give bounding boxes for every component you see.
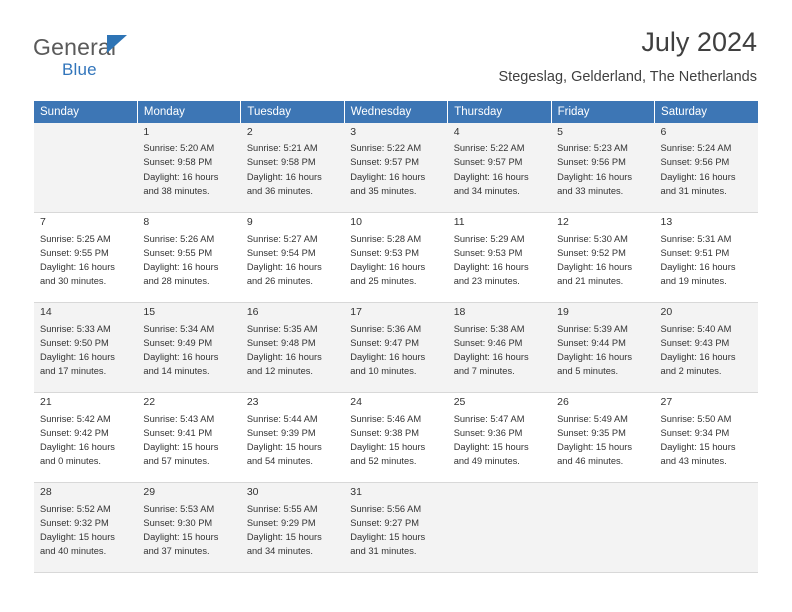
sunrise-text: Sunrise: 5:24 AM xyxy=(660,143,732,154)
calendar-day-cell[interactable] xyxy=(655,123,758,213)
page-title: July 2024 xyxy=(641,27,757,57)
day-number: 15 xyxy=(143,306,156,319)
daylight-text: and 12 minutes. xyxy=(246,366,313,377)
daylight-text: Daylight: 16 hours xyxy=(350,171,426,182)
calendar-day-cell[interactable] xyxy=(241,483,344,573)
sunset-text: Sunset: 9:51 PM xyxy=(660,247,730,258)
column-header-tuesday: Tuesday xyxy=(241,101,344,123)
daylight-text: and 52 minutes. xyxy=(350,456,417,467)
sunrise-text: Sunrise: 5:36 AM xyxy=(350,323,422,334)
sunset-text: Sunset: 9:56 PM xyxy=(557,157,626,168)
sunset-text: Sunset: 9:52 PM xyxy=(557,247,626,258)
sunrise-text: Sunrise: 5:47 AM xyxy=(453,413,525,424)
logo-general-text: General xyxy=(33,34,117,60)
daylight-text: and 17 minutes. xyxy=(40,366,107,377)
sunrise-text: Sunrise: 5:39 AM xyxy=(557,323,628,334)
sunrise-text: Sunrise: 5:44 AM xyxy=(246,413,318,424)
daylight-text: and 34 minutes. xyxy=(246,546,313,557)
day-number: 14 xyxy=(40,306,52,319)
calendar-day-cell[interactable] xyxy=(551,393,654,483)
sunset-text: Sunset: 9:53 PM xyxy=(350,247,419,258)
calendar-day-cell[interactable] xyxy=(34,393,137,483)
sunrise-text: Sunrise: 5:56 AM xyxy=(350,503,422,514)
calendar-empty-cell xyxy=(448,483,551,573)
calendar-day-cell[interactable] xyxy=(344,123,447,213)
calendar-day-cell[interactable] xyxy=(448,393,551,483)
calendar-empty-cell xyxy=(551,483,654,573)
sunset-text: Sunset: 9:38 PM xyxy=(350,427,419,438)
sunrise-text: Sunrise: 5:25 AM xyxy=(40,233,111,244)
sunset-text: Sunset: 9:47 PM xyxy=(350,337,419,348)
sunrise-text: Sunrise: 5:33 AM xyxy=(40,323,111,334)
calendar-week-row xyxy=(34,213,758,303)
daylight-text: Daylight: 15 hours xyxy=(557,442,633,453)
sunrise-text: Sunrise: 5:29 AM xyxy=(453,233,525,244)
day-number: 10 xyxy=(350,216,362,229)
daylight-text: Daylight: 16 hours xyxy=(40,262,115,273)
sunrise-text: Sunrise: 5:35 AM xyxy=(246,323,318,334)
day-number: 24 xyxy=(350,396,362,409)
day-number: 19 xyxy=(557,306,569,319)
logo[interactable] xyxy=(33,28,116,78)
daylight-text: and 40 minutes. xyxy=(40,546,107,557)
sunrise-text: Sunrise: 5:55 AM xyxy=(246,503,318,514)
sunset-text: Sunset: 9:27 PM xyxy=(350,517,419,528)
daylight-text: and 30 minutes. xyxy=(40,276,107,287)
day-number: 27 xyxy=(660,396,673,409)
page-header xyxy=(0,0,792,85)
daylight-text: and 26 minutes. xyxy=(246,276,313,287)
sunset-text: Sunset: 9:48 PM xyxy=(246,337,316,348)
daylight-text: and 21 minutes. xyxy=(557,276,624,287)
calendar-day-cell[interactable] xyxy=(241,303,344,393)
calendar-day-cell[interactable] xyxy=(137,483,240,573)
calendar-day-cell[interactable] xyxy=(344,303,447,393)
daylight-text: and 7 minutes. xyxy=(453,366,515,377)
sunset-text: Sunset: 9:30 PM xyxy=(143,517,213,528)
sunset-text: Sunset: 9:58 PM xyxy=(143,157,213,168)
daylight-text: and 31 minutes. xyxy=(350,546,417,557)
sunset-text: Sunset: 9:53 PM xyxy=(453,247,523,258)
day-number: 4 xyxy=(453,125,460,138)
calendar-day-cell[interactable] xyxy=(34,213,137,303)
calendar-day-cell[interactable] xyxy=(241,213,344,303)
sunset-text: Sunset: 9:56 PM xyxy=(660,157,730,168)
sunrise-text: Sunrise: 5:20 AM xyxy=(143,143,215,154)
sunrise-text: Sunrise: 5:27 AM xyxy=(246,233,318,244)
sunrise-text: Sunrise: 5:46 AM xyxy=(350,413,422,424)
daylight-text: and 5 minutes. xyxy=(557,366,619,377)
daylight-text: Daylight: 16 hours xyxy=(40,442,115,453)
daylight-text: Daylight: 16 hours xyxy=(453,171,529,182)
daylight-text: Daylight: 16 hours xyxy=(557,171,633,182)
logo-blue-text: Blue xyxy=(62,60,97,79)
calendar-week-row xyxy=(34,483,758,573)
daylight-text: Daylight: 15 hours xyxy=(40,532,115,543)
day-number: 26 xyxy=(557,396,569,409)
sunset-text: Sunset: 9:39 PM xyxy=(246,427,316,438)
calendar-empty-cell xyxy=(34,123,137,213)
daylight-text: Daylight: 16 hours xyxy=(453,352,529,363)
calendar-table xyxy=(34,101,758,574)
calendar-day-cell[interactable] xyxy=(551,123,654,213)
sunset-text: Sunset: 9:46 PM xyxy=(453,337,523,348)
calendar-day-cell[interactable] xyxy=(34,303,137,393)
sunrise-text: Sunrise: 5:26 AM xyxy=(143,233,215,244)
daylight-text: and 37 minutes. xyxy=(143,546,210,557)
daylight-text: and 49 minutes. xyxy=(453,456,520,467)
daylight-text: Daylight: 15 hours xyxy=(246,442,322,453)
sunrise-text: Sunrise: 5:53 AM xyxy=(143,503,215,514)
calendar-day-cell[interactable] xyxy=(655,213,758,303)
daylight-text: Daylight: 15 hours xyxy=(350,532,426,543)
sunset-text: Sunset: 9:55 PM xyxy=(40,247,109,258)
day-number: 13 xyxy=(660,216,673,229)
day-number: 1 xyxy=(143,125,150,138)
daylight-text: and 23 minutes. xyxy=(453,276,520,287)
daylight-text: Daylight: 16 hours xyxy=(246,171,322,182)
day-number: 25 xyxy=(453,396,466,409)
daylight-text: and 36 minutes. xyxy=(246,185,313,196)
sunrise-text: Sunrise: 5:22 AM xyxy=(453,143,525,154)
day-number: 22 xyxy=(143,396,156,409)
daylight-text: and 2 minutes. xyxy=(660,366,722,377)
sunset-text: Sunset: 9:35 PM xyxy=(557,427,626,438)
calendar-day-cell[interactable] xyxy=(241,393,344,483)
sunrise-text: Sunrise: 5:21 AM xyxy=(246,143,318,154)
daylight-text: and 0 minutes. xyxy=(40,456,101,467)
day-number: 7 xyxy=(40,216,46,229)
daylight-text: Daylight: 16 hours xyxy=(557,352,633,363)
daylight-text: Daylight: 15 hours xyxy=(246,532,322,543)
calendar-day-cell[interactable] xyxy=(344,213,447,303)
sunrise-text: Sunrise: 5:43 AM xyxy=(143,413,215,424)
calendar-day-cell[interactable] xyxy=(448,213,551,303)
calendar-day-cell[interactable] xyxy=(344,483,447,573)
daylight-text: and 14 minutes. xyxy=(143,366,210,377)
daylight-text: Daylight: 16 hours xyxy=(246,352,322,363)
daylight-text: and 57 minutes. xyxy=(143,456,210,467)
calendar-day-cell[interactable] xyxy=(34,483,137,573)
calendar-empty-cell xyxy=(655,483,758,573)
column-header-wednesday: Wednesday xyxy=(344,101,447,123)
day-number: 28 xyxy=(40,486,52,499)
day-number: 11 xyxy=(453,216,465,229)
calendar-day-cell[interactable] xyxy=(344,393,447,483)
calendar-week-row xyxy=(34,303,758,393)
daylight-text: Daylight: 16 hours xyxy=(143,352,219,363)
calendar-day-cell[interactable] xyxy=(137,393,240,483)
sunrise-text: Sunrise: 5:52 AM xyxy=(40,503,111,514)
day-number: 30 xyxy=(246,486,259,499)
calendar-day-cell[interactable] xyxy=(137,123,240,213)
title-block xyxy=(499,28,757,85)
daylight-text: Daylight: 16 hours xyxy=(350,352,426,363)
daylight-text: and 28 minutes. xyxy=(143,276,210,287)
calendar-week-row xyxy=(34,393,758,483)
sunset-text: Sunset: 9:49 PM xyxy=(143,337,213,348)
day-number: 3 xyxy=(350,125,357,138)
sunset-text: Sunset: 9:29 PM xyxy=(246,517,316,528)
sunset-text: Sunset: 9:55 PM xyxy=(143,247,213,258)
sunrise-text: Sunrise: 5:31 AM xyxy=(660,233,732,244)
daylight-text: Daylight: 15 hours xyxy=(350,442,426,453)
day-number: 8 xyxy=(143,216,150,229)
daylight-text: and 35 minutes. xyxy=(350,185,417,196)
daylight-text: Daylight: 16 hours xyxy=(557,262,633,273)
calendar-header-row xyxy=(34,101,758,123)
logo-triangle-icon xyxy=(107,35,127,53)
sunrise-text: Sunrise: 5:38 AM xyxy=(453,323,525,334)
daylight-text: and 25 minutes. xyxy=(350,276,417,287)
calendar-day-cell[interactable] xyxy=(448,123,551,213)
column-header-thursday: Thursday xyxy=(448,101,551,123)
daylight-text: Daylight: 15 hours xyxy=(143,442,219,453)
daylight-text: Daylight: 16 hours xyxy=(246,262,322,273)
calendar-week-row xyxy=(34,123,758,213)
column-header-saturday: Saturday xyxy=(655,101,758,123)
sunset-text: Sunset: 9:43 PM xyxy=(660,337,730,348)
daylight-text: Daylight: 16 hours xyxy=(453,262,529,273)
sunset-text: Sunset: 9:41 PM xyxy=(143,427,213,438)
sunset-text: Sunset: 9:44 PM xyxy=(557,337,626,348)
day-number: 9 xyxy=(246,216,253,229)
sunset-text: Sunset: 9:54 PM xyxy=(246,247,316,258)
day-number: 17 xyxy=(350,306,362,319)
sunrise-text: Sunrise: 5:28 AM xyxy=(350,233,422,244)
day-number: 16 xyxy=(246,306,259,319)
day-number: 21 xyxy=(40,396,52,409)
day-number: 6 xyxy=(660,125,667,138)
sunrise-text: Sunrise: 5:22 AM xyxy=(350,143,422,154)
sunrise-text: Sunrise: 5:50 AM xyxy=(660,413,732,424)
daylight-text: Daylight: 16 hours xyxy=(660,171,736,182)
column-header-monday: Monday xyxy=(137,101,240,123)
daylight-text: and 31 minutes. xyxy=(660,185,727,196)
sunset-text: Sunset: 9:32 PM xyxy=(40,517,109,528)
calendar-day-cell[interactable] xyxy=(137,303,240,393)
sunset-text: Sunset: 9:34 PM xyxy=(660,427,730,438)
sunrise-text: Sunrise: 5:42 AM xyxy=(40,413,111,424)
location-subtitle: Stegeslag, Gelderland, The Netherlands xyxy=(498,68,757,85)
day-number: 20 xyxy=(660,306,673,319)
sunrise-text: Sunrise: 5:40 AM xyxy=(660,323,732,334)
sunset-text: Sunset: 9:57 PM xyxy=(350,157,419,168)
daylight-text: Daylight: 16 hours xyxy=(660,262,736,273)
sunrise-text: Sunrise: 5:49 AM xyxy=(557,413,628,424)
daylight-text: and 54 minutes. xyxy=(246,456,313,467)
day-number: 18 xyxy=(453,306,466,319)
calendar-day-cell[interactable] xyxy=(137,213,240,303)
sunset-text: Sunset: 9:36 PM xyxy=(453,427,523,438)
day-number: 5 xyxy=(557,125,563,138)
day-number: 12 xyxy=(557,216,569,229)
daylight-text: and 46 minutes. xyxy=(557,456,624,467)
daylight-text: and 34 minutes. xyxy=(453,185,520,196)
sunset-text: Sunset: 9:50 PM xyxy=(40,337,109,348)
daylight-text: and 10 minutes. xyxy=(350,366,417,377)
sunrise-text: Sunrise: 5:30 AM xyxy=(557,233,628,244)
sunset-text: Sunset: 9:58 PM xyxy=(246,157,316,168)
sunrise-text: Sunrise: 5:23 AM xyxy=(557,143,628,154)
day-number: 31 xyxy=(350,486,362,499)
calendar-day-cell[interactable] xyxy=(551,213,654,303)
daylight-text: Daylight: 15 hours xyxy=(660,442,736,453)
calendar-day-cell[interactable] xyxy=(448,303,551,393)
daylight-text: Daylight: 15 hours xyxy=(453,442,529,453)
daylight-text: Daylight: 15 hours xyxy=(143,532,219,543)
daylight-text: Daylight: 16 hours xyxy=(143,262,219,273)
daylight-text: Daylight: 16 hours xyxy=(350,262,426,273)
day-number: 2 xyxy=(246,125,253,138)
daylight-text: and 38 minutes. xyxy=(143,185,210,196)
daylight-text: Daylight: 16 hours xyxy=(40,352,115,363)
daylight-text: and 33 minutes. xyxy=(557,185,624,196)
daylight-text: Daylight: 16 hours xyxy=(660,352,736,363)
sunset-text: Sunset: 9:42 PM xyxy=(40,427,109,438)
daylight-text: and 43 minutes. xyxy=(660,456,727,467)
day-number: 23 xyxy=(246,396,259,409)
calendar-day-cell[interactable] xyxy=(655,393,758,483)
calendar-day-cell[interactable] xyxy=(241,123,344,213)
column-header-sunday: Sunday xyxy=(34,101,137,123)
calendar-day-cell[interactable] xyxy=(551,303,654,393)
daylight-text: and 19 minutes. xyxy=(660,276,727,287)
sunset-text: Sunset: 9:57 PM xyxy=(453,157,523,168)
daylight-text: Daylight: 16 hours xyxy=(143,171,219,182)
column-header-friday: Friday xyxy=(551,101,654,123)
day-number: 29 xyxy=(143,486,156,499)
calendar-day-cell[interactable] xyxy=(655,303,758,393)
sunrise-text: Sunrise: 5:34 AM xyxy=(143,323,215,334)
